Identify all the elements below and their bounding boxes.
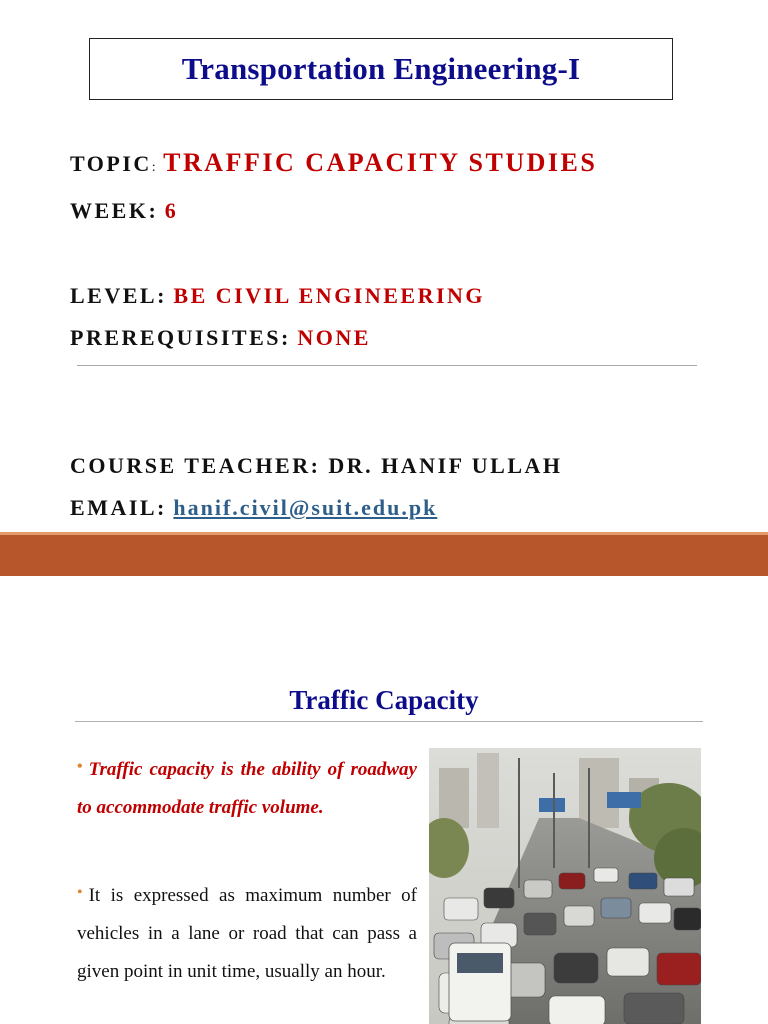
slide-2-title: Traffic Capacity (289, 685, 479, 715)
teacher-line: COURSE TEACHER: DR. HANIF ULLAH (70, 453, 563, 478)
level-row (70, 283, 485, 309)
bullet-expression-text: It is expressed as maximum number of vehicles in a lane or road that can pass a given point in unit time, usually an hour. (77, 885, 417, 982)
email-row (70, 495, 437, 521)
week-label: WEEK: (70, 198, 159, 223)
bullet-definition (77, 748, 417, 827)
level-value: BE CIVIL ENGINEERING (173, 283, 486, 308)
bullet-definition-text: Traffic capacity is the ability of roadway to accommodate traffic volume. (77, 759, 417, 818)
prerequisites-label: PREREQUISITES: (70, 325, 291, 350)
divider (75, 721, 703, 722)
week-row (70, 198, 178, 224)
divider (77, 365, 697, 366)
bullet-expression (77, 874, 417, 991)
traffic-jam-photo (429, 748, 701, 1024)
bullet-dot-icon: • (77, 884, 83, 901)
email-link[interactable]: hanif.civil@suit.edu.pk (173, 495, 438, 520)
email-label: EMAIL: (70, 495, 167, 520)
bullet-dot-icon: • (77, 758, 83, 775)
slide-title: Transportation Engineering-I (181, 51, 581, 86)
topic-value: TRAFFIC CAPACITY STUDIES (163, 148, 598, 177)
teacher-row (70, 453, 563, 479)
week-value: 6 (164, 198, 179, 223)
prerequisites-value: NONE (297, 325, 371, 350)
title-box (89, 38, 673, 100)
prerequisites-row (70, 325, 371, 351)
level-label: LEVEL: (70, 283, 167, 308)
topic-colon: : (151, 160, 157, 175)
topic-row (70, 148, 597, 178)
slide-separator-band (0, 535, 768, 576)
topic-label: TOPIC (70, 151, 152, 176)
